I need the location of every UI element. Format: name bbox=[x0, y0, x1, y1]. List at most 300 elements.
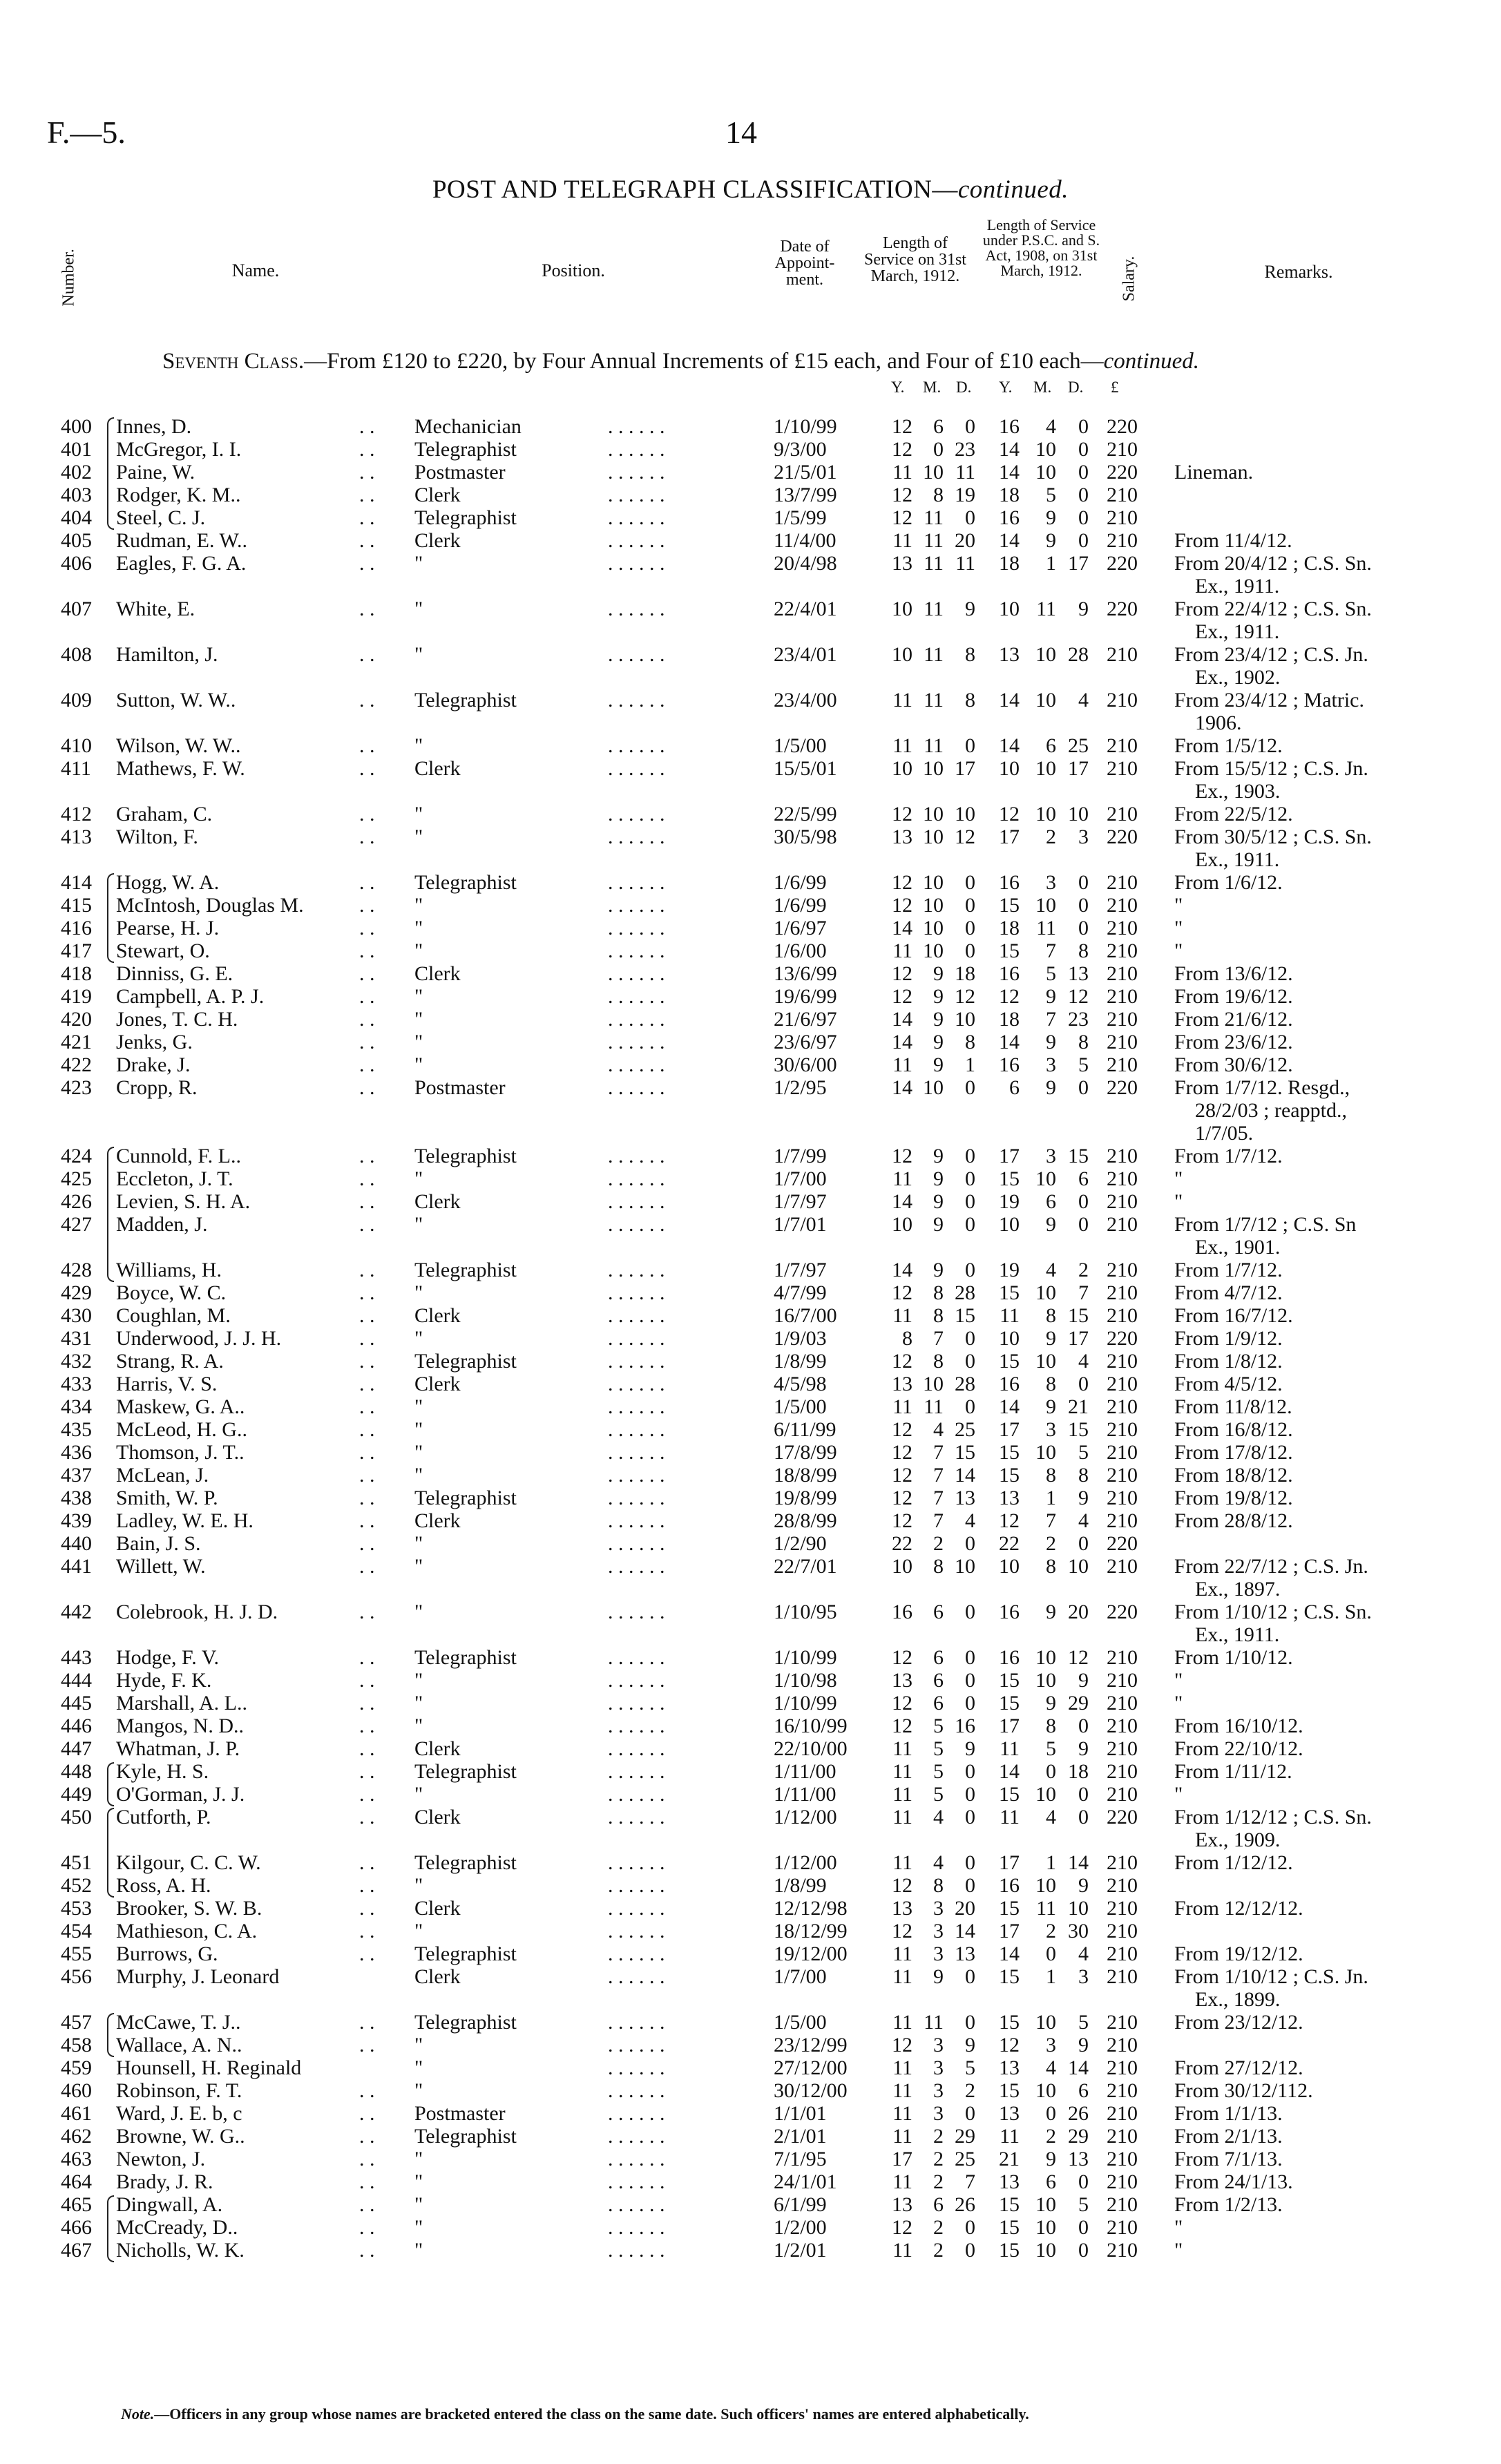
leader-dots: . . bbox=[359, 506, 375, 529]
row-number: 434 bbox=[61, 1395, 92, 1418]
row-service-days: 20 bbox=[955, 1897, 975, 1920]
row-psc-years: 15 bbox=[999, 2216, 1020, 2239]
row-psc-months: 10 bbox=[1035, 643, 1056, 666]
row-date: 1/10/99 bbox=[774, 1692, 837, 1715]
row-service-months: 8 bbox=[933, 1350, 944, 1373]
row-service-months: 5 bbox=[933, 1737, 944, 1760]
row-salary: 210 bbox=[1107, 1350, 1138, 1373]
leader-dots: . . bbox=[359, 985, 375, 1008]
table-row bbox=[0, 1350, 1501, 1373]
row-service-years: 12 bbox=[892, 985, 912, 1008]
leader-dots: . . . . . . bbox=[608, 1692, 665, 1715]
table-row bbox=[0, 917, 1501, 939]
row-position: " bbox=[414, 1031, 423, 1053]
row-salary: 210 bbox=[1107, 529, 1138, 552]
leader-dots: . . . . . . bbox=[608, 1259, 665, 1281]
row-psc-days: 0 bbox=[1078, 1213, 1089, 1236]
unit-months-psc: M. bbox=[1033, 379, 1052, 396]
row-psc-years: 12 bbox=[999, 985, 1020, 1008]
row-date: 1/11/00 bbox=[774, 1783, 836, 1806]
leader-dots: . . . . . . bbox=[608, 689, 665, 711]
row-salary: 210 bbox=[1107, 1464, 1138, 1487]
row-remarks: From 23/4/12 ; Matric. bbox=[1174, 689, 1364, 711]
row-name: Eagles, F. G. A. bbox=[116, 552, 247, 575]
row-position: Telegraphist bbox=[414, 1145, 517, 1167]
table-row bbox=[0, 1783, 1501, 1806]
row-service-months: 7 bbox=[933, 1464, 944, 1487]
row-salary: 220 bbox=[1107, 1076, 1138, 1099]
row-salary: 210 bbox=[1107, 689, 1138, 711]
row-psc-months: 10 bbox=[1035, 1441, 1056, 1464]
row-psc-months: 10 bbox=[1035, 1167, 1056, 1190]
row-psc-months: 10 bbox=[1035, 2011, 1056, 2034]
row-service-days: 0 bbox=[965, 1167, 975, 1190]
row-date: 19/8/99 bbox=[774, 1487, 837, 1509]
row-psc-years: 19 bbox=[999, 1259, 1020, 1281]
row-position: " bbox=[414, 1783, 423, 1806]
group-bracket bbox=[107, 2195, 114, 2262]
remarks-continuation bbox=[0, 1988, 1501, 2011]
row-remarks: " bbox=[1174, 1669, 1183, 1692]
row-name: Nicholls, W. K. bbox=[116, 2239, 245, 2262]
row-service-years: 12 bbox=[892, 1874, 912, 1897]
row-psc-days: 13 bbox=[1068, 962, 1089, 985]
row-service-months: 2 bbox=[933, 2239, 944, 2262]
row-position: Telegraphist bbox=[414, 2011, 517, 2034]
row-salary: 210 bbox=[1107, 1509, 1138, 1532]
row-remarks: From 22/5/12. bbox=[1174, 803, 1293, 825]
row-psc-years: 14 bbox=[999, 461, 1020, 484]
row-name: Brady, J. R. bbox=[116, 2170, 213, 2193]
row-salary: 220 bbox=[1107, 598, 1138, 620]
row-date: 11/4/00 bbox=[774, 529, 836, 552]
row-date: 27/12/00 bbox=[774, 2056, 848, 2079]
leader-dots: . . . . . . bbox=[608, 1053, 665, 1076]
row-date: 1/6/99 bbox=[774, 871, 827, 894]
row-salary: 210 bbox=[1107, 962, 1138, 985]
row-remarks: From 1/7/12. Resgd., bbox=[1174, 1076, 1350, 1099]
row-name: McCawe, T. J.. bbox=[116, 2011, 241, 2034]
row-remarks: From 1/6/12. bbox=[1174, 871, 1283, 894]
row-date: 4/5/98 bbox=[774, 1373, 827, 1395]
row-service-years: 11 bbox=[892, 1167, 912, 1190]
row-service-days: 0 bbox=[965, 1760, 975, 1783]
row-date: 13/7/99 bbox=[774, 484, 837, 506]
row-service-days: 0 bbox=[965, 415, 975, 438]
row-salary: 210 bbox=[1107, 1851, 1138, 1874]
group-bracket bbox=[107, 873, 114, 963]
row-psc-months: 10 bbox=[1035, 757, 1056, 780]
row-date: 1/5/00 bbox=[774, 2011, 827, 2034]
row-name: Sutton, W. W.. bbox=[116, 689, 236, 711]
row-psc-years: 13 bbox=[999, 643, 1020, 666]
row-service-years: 11 bbox=[892, 1806, 912, 1828]
row-date: 22/10/00 bbox=[774, 1737, 848, 1760]
row-service-years: 14 bbox=[892, 1076, 912, 1099]
row-psc-years: 17 bbox=[999, 1715, 1020, 1737]
row-psc-months: 5 bbox=[1046, 484, 1056, 506]
leader-dots: . . bbox=[359, 917, 375, 939]
row-service-days: 0 bbox=[965, 1692, 975, 1715]
row-salary: 210 bbox=[1107, 2034, 1138, 2056]
row-salary: 220 bbox=[1107, 1601, 1138, 1623]
row-service-days: 0 bbox=[965, 2011, 975, 2034]
row-service-days: 9 bbox=[965, 1737, 975, 1760]
row-number: 440 bbox=[61, 1532, 92, 1555]
row-psc-months: 3 bbox=[1046, 2034, 1056, 2056]
row-number: 462 bbox=[61, 2125, 92, 2148]
row-psc-days: 4 bbox=[1078, 1942, 1089, 1965]
row-psc-years: 13 bbox=[999, 2102, 1020, 2125]
remarks-continuation bbox=[0, 848, 1501, 871]
row-date: 19/6/99 bbox=[774, 985, 837, 1008]
row-psc-days: 0 bbox=[1078, 1783, 1089, 1806]
row-remarks: From 16/10/12. bbox=[1174, 1715, 1303, 1737]
row-name: Thomson, J. T.. bbox=[116, 1441, 245, 1464]
row-name: Willett, W. bbox=[116, 1555, 206, 1578]
row-salary: 210 bbox=[1107, 1555, 1138, 1578]
column-header-position: Position. bbox=[542, 260, 605, 280]
row-service-days: 20 bbox=[955, 529, 975, 552]
row-psc-months: 9 bbox=[1046, 1692, 1056, 1715]
row-psc-months: 10 bbox=[1035, 2216, 1056, 2239]
row-service-years: 8 bbox=[902, 1327, 912, 1350]
leader-dots: . . bbox=[359, 1783, 375, 1806]
row-number: 421 bbox=[61, 1031, 92, 1053]
row-number: 429 bbox=[61, 1281, 92, 1304]
row-psc-years: 15 bbox=[999, 2239, 1020, 2262]
row-date: 1/12/00 bbox=[774, 1851, 837, 1874]
row-remarks: From 13/6/12. bbox=[1174, 962, 1293, 985]
row-date: 23/4/00 bbox=[774, 689, 837, 711]
row-psc-months: 1 bbox=[1046, 1965, 1056, 1988]
row-position: " bbox=[414, 1920, 423, 1942]
row-service-days: 0 bbox=[965, 2102, 975, 2125]
row-service-years: 12 bbox=[892, 1715, 912, 1737]
row-position: Telegraphist bbox=[414, 689, 517, 711]
row-date: 30/6/00 bbox=[774, 1053, 837, 1076]
row-service-years: 12 bbox=[892, 438, 912, 461]
row-position: Clerk bbox=[414, 1806, 461, 1828]
row-service-years: 11 bbox=[892, 2079, 912, 2102]
row-service-months: 9 bbox=[933, 1145, 944, 1167]
row-service-days: 12 bbox=[955, 985, 975, 1008]
row-psc-months: 4 bbox=[1046, 2056, 1056, 2079]
row-position: Clerk bbox=[414, 1897, 461, 1920]
row-salary: 210 bbox=[1107, 2011, 1138, 2034]
row-psc-months: 4 bbox=[1046, 1259, 1056, 1281]
row-service-months: 3 bbox=[933, 2056, 944, 2079]
row-number: 437 bbox=[61, 1464, 92, 1487]
row-psc-days: 0 bbox=[1078, 2170, 1089, 2193]
row-position: " bbox=[414, 1532, 423, 1555]
row-psc-months: 4 bbox=[1046, 1806, 1056, 1828]
table-row bbox=[0, 415, 1501, 438]
leader-dots: . . bbox=[359, 1281, 375, 1304]
row-remarks: From 1/12/12 ; C.S. Sn. bbox=[1174, 1806, 1372, 1828]
row-remarks: From 21/6/12. bbox=[1174, 1008, 1293, 1031]
row-name: Marshall, A. L.. bbox=[116, 1692, 247, 1715]
row-service-years: 12 bbox=[892, 415, 912, 438]
unit-years: Y. bbox=[891, 379, 905, 396]
row-date: 17/8/99 bbox=[774, 1441, 837, 1464]
row-psc-years: 12 bbox=[999, 2034, 1020, 2056]
row-position: " bbox=[414, 803, 423, 825]
row-service-days: 7 bbox=[965, 2170, 975, 2193]
row-position: Telegraphist bbox=[414, 1487, 517, 1509]
document-id: F.—5. bbox=[47, 115, 126, 150]
row-number: 463 bbox=[61, 2148, 92, 2170]
row-psc-days: 29 bbox=[1068, 1692, 1089, 1715]
row-psc-years: 10 bbox=[999, 757, 1020, 780]
leader-dots: . . bbox=[359, 2239, 375, 2262]
row-psc-days: 5 bbox=[1078, 2193, 1089, 2216]
row-remarks-cont: Ex., 1911. bbox=[1195, 620, 1280, 643]
row-psc-days: 0 bbox=[1078, 917, 1089, 939]
row-psc-years: 11 bbox=[1000, 1737, 1020, 1760]
row-psc-months: 3 bbox=[1046, 1145, 1056, 1167]
row-number: 401 bbox=[61, 438, 92, 461]
row-service-days: 0 bbox=[965, 506, 975, 529]
row-psc-years: 10 bbox=[999, 1213, 1020, 1236]
row-number: 409 bbox=[61, 689, 92, 711]
row-remarks: From 1/10/12. bbox=[1174, 1646, 1293, 1669]
row-psc-years: 17 bbox=[999, 1418, 1020, 1441]
row-position: " bbox=[414, 1692, 423, 1715]
row-service-days: 0 bbox=[965, 2216, 975, 2239]
row-service-years: 12 bbox=[892, 962, 912, 985]
row-name: McCready, D.. bbox=[116, 2216, 238, 2239]
page-number: 14 bbox=[725, 115, 757, 150]
row-number: 423 bbox=[61, 1076, 92, 1099]
leader-dots: . . . . . . bbox=[608, 1920, 665, 1942]
row-date: 13/6/99 bbox=[774, 962, 837, 985]
row-remarks: From 11/8/12. bbox=[1174, 1395, 1292, 1418]
footnote bbox=[121, 2405, 1029, 2423]
row-service-years: 12 bbox=[892, 484, 912, 506]
row-psc-months: 0 bbox=[1046, 1942, 1056, 1965]
table-row bbox=[0, 1692, 1501, 1715]
row-salary: 210 bbox=[1107, 1259, 1138, 1281]
row-date: 1/7/97 bbox=[774, 1259, 827, 1281]
row-name: Williams, H. bbox=[116, 1259, 222, 1281]
row-number: 454 bbox=[61, 1920, 92, 1942]
row-name: O'Gorman, J. J. bbox=[116, 1783, 245, 1806]
column-header-length-psc: Length of Service under P.S.C. and S. Act, 1908, on 31st March, 1912. bbox=[982, 216, 1100, 279]
row-service-days: 12 bbox=[955, 825, 975, 848]
row-service-days: 4 bbox=[965, 1509, 975, 1532]
row-salary: 210 bbox=[1107, 1373, 1138, 1395]
row-number: 416 bbox=[61, 917, 92, 939]
row-service-years: 10 bbox=[892, 1555, 912, 1578]
remarks-continuation bbox=[0, 1099, 1501, 1122]
row-salary: 220 bbox=[1107, 825, 1138, 848]
row-date: 1/6/00 bbox=[774, 939, 827, 962]
row-service-days: 0 bbox=[965, 734, 975, 757]
row-service-days: 0 bbox=[965, 1965, 975, 1988]
row-service-years: 12 bbox=[892, 1464, 912, 1487]
row-remarks: " bbox=[1174, 1167, 1183, 1190]
row-date: 1/7/01 bbox=[774, 1213, 827, 1236]
row-psc-days: 0 bbox=[1078, 1532, 1089, 1555]
row-salary: 210 bbox=[1107, 1942, 1138, 1965]
row-remarks: From 16/7/12. bbox=[1174, 1304, 1293, 1327]
row-name: Ward, J. E. b, c bbox=[116, 2102, 242, 2125]
row-psc-months: 1 bbox=[1046, 1851, 1056, 1874]
leader-dots: . . bbox=[359, 1053, 375, 1076]
row-date: 1/8/99 bbox=[774, 1874, 827, 1897]
leader-dots: . . . . . . bbox=[608, 1167, 665, 1190]
leader-dots: . . . . . . bbox=[608, 894, 665, 917]
leader-dots: . . . . . . bbox=[608, 985, 665, 1008]
row-number: 426 bbox=[61, 1190, 92, 1213]
row-remarks-cont: Ex., 1899. bbox=[1195, 1988, 1281, 2011]
row-number: 413 bbox=[61, 825, 92, 848]
table-row bbox=[0, 1601, 1501, 1623]
row-remarks: From 24/1/13. bbox=[1174, 2170, 1293, 2193]
row-salary: 210 bbox=[1107, 1646, 1138, 1669]
row-position: " bbox=[414, 1464, 423, 1487]
leader-dots: . . . . . . bbox=[608, 1601, 665, 1623]
leader-dots: . . bbox=[359, 598, 375, 620]
row-psc-days: 21 bbox=[1068, 1395, 1089, 1418]
row-service-days: 0 bbox=[965, 1646, 975, 1669]
row-number: 460 bbox=[61, 2079, 92, 2102]
row-psc-months: 6 bbox=[1046, 734, 1056, 757]
row-salary: 210 bbox=[1107, 2125, 1138, 2148]
table-row bbox=[0, 1304, 1501, 1327]
row-psc-days: 0 bbox=[1078, 438, 1089, 461]
row-name: Campbell, A. P. J. bbox=[116, 985, 265, 1008]
row-psc-months: 8 bbox=[1046, 1555, 1056, 1578]
table-row bbox=[0, 962, 1501, 985]
remarks-continuation bbox=[0, 780, 1501, 803]
row-psc-months: 11 bbox=[1036, 1897, 1056, 1920]
row-psc-months: 2 bbox=[1046, 825, 1056, 848]
row-psc-years: 13 bbox=[999, 2056, 1020, 2079]
row-position: " bbox=[414, 1555, 423, 1578]
row-service-months: 5 bbox=[933, 1760, 944, 1783]
row-psc-months: 10 bbox=[1035, 461, 1056, 484]
row-name: Cunnold, F. L.. bbox=[116, 1145, 241, 1167]
row-psc-months: 3 bbox=[1046, 871, 1056, 894]
row-psc-days: 12 bbox=[1068, 985, 1089, 1008]
row-date: 6/11/99 bbox=[774, 1418, 836, 1441]
row-remarks: From 30/6/12. bbox=[1174, 1053, 1293, 1076]
row-psc-months: 11 bbox=[1036, 917, 1056, 939]
row-service-years: 11 bbox=[892, 1942, 912, 1965]
row-name: Wilson, W. W.. bbox=[116, 734, 241, 757]
leader-dots: . . . . . . bbox=[608, 1646, 665, 1669]
table-row bbox=[0, 1259, 1501, 1281]
leader-dots: . . . . . . bbox=[608, 2239, 665, 2262]
row-name: Hyde, F. K. bbox=[116, 1669, 212, 1692]
table-row bbox=[0, 1076, 1501, 1099]
title-main: POST AND TELEGRAPH CLASSIFICATION— bbox=[432, 175, 958, 204]
row-date: 19/12/00 bbox=[774, 1942, 848, 1965]
row-service-months: 4 bbox=[933, 1418, 944, 1441]
row-number: 427 bbox=[61, 1213, 92, 1236]
row-salary: 210 bbox=[1107, 1715, 1138, 1737]
row-psc-years: 16 bbox=[999, 871, 1020, 894]
row-name: McGregor, I. I. bbox=[116, 438, 242, 461]
row-number: 450 bbox=[61, 1806, 92, 1828]
leader-dots: . . . . . . bbox=[608, 2102, 665, 2125]
row-salary: 210 bbox=[1107, 985, 1138, 1008]
table-row bbox=[0, 2011, 1501, 2034]
leader-dots: . . . . . . bbox=[608, 1350, 665, 1373]
row-psc-years: 15 bbox=[999, 1965, 1020, 1988]
row-service-days: 0 bbox=[965, 917, 975, 939]
row-psc-years: 15 bbox=[999, 2193, 1020, 2216]
row-psc-years: 12 bbox=[999, 1509, 1020, 1532]
row-service-days: 0 bbox=[965, 1669, 975, 1692]
row-psc-days: 5 bbox=[1078, 2011, 1089, 2034]
row-position: Clerk bbox=[414, 962, 461, 985]
row-position: Clerk bbox=[414, 1509, 461, 1532]
row-service-years: 12 bbox=[892, 1920, 912, 1942]
row-service-months: 10 bbox=[923, 803, 944, 825]
row-position: " bbox=[414, 2216, 423, 2239]
group-bracket bbox=[107, 417, 114, 530]
table-row bbox=[0, 2148, 1501, 2170]
row-position: " bbox=[414, 552, 423, 575]
row-service-months: 7 bbox=[933, 1487, 944, 1509]
row-service-days: 8 bbox=[965, 689, 975, 711]
row-position: " bbox=[414, 2148, 423, 2170]
row-name: Harris, V. S. bbox=[116, 1373, 218, 1395]
row-psc-months: 9 bbox=[1046, 506, 1056, 529]
row-psc-years: 15 bbox=[999, 894, 1020, 917]
row-name: Wilton, F. bbox=[116, 825, 198, 848]
row-psc-months: 5 bbox=[1046, 1737, 1056, 1760]
row-name: Hamilton, J. bbox=[116, 643, 218, 666]
unit-months: M. bbox=[923, 379, 941, 396]
row-number: 408 bbox=[61, 643, 92, 666]
leader-dots: . . . . . . bbox=[608, 1487, 665, 1509]
row-service-months: 2 bbox=[933, 2170, 944, 2193]
row-date: 23/4/01 bbox=[774, 643, 837, 666]
row-remarks: " bbox=[1174, 1190, 1183, 1213]
row-position: Telegraphist bbox=[414, 871, 517, 894]
row-service-months: 3 bbox=[933, 2034, 944, 2056]
row-position: " bbox=[414, 2239, 423, 2262]
row-psc-months: 7 bbox=[1046, 1008, 1056, 1031]
row-date: 1/12/00 bbox=[774, 1806, 837, 1828]
row-salary: 210 bbox=[1107, 2193, 1138, 2216]
row-name: Hogg, W. A. bbox=[116, 871, 220, 894]
row-psc-days: 10 bbox=[1068, 1555, 1089, 1578]
row-psc-days: 9 bbox=[1078, 2034, 1089, 2056]
row-psc-years: 18 bbox=[999, 484, 1020, 506]
row-position: " bbox=[414, 1441, 423, 1464]
row-date: 1/5/00 bbox=[774, 734, 827, 757]
row-date: 22/5/99 bbox=[774, 803, 837, 825]
row-psc-days: 3 bbox=[1078, 1965, 1089, 1988]
row-date: 1/6/97 bbox=[774, 917, 827, 939]
leader-dots: . . bbox=[359, 1851, 375, 1874]
leader-dots: . . . . . . bbox=[608, 461, 665, 484]
row-name: Boyce, W. C. bbox=[116, 1281, 227, 1304]
row-service-months: 3 bbox=[933, 1942, 944, 1965]
table-row bbox=[0, 1669, 1501, 1692]
row-remarks-cont: Ex., 1911. bbox=[1195, 1623, 1280, 1646]
row-name: McLeod, H. G.. bbox=[116, 1418, 247, 1441]
leader-dots: . . . . . . bbox=[608, 1806, 665, 1828]
row-name: Robinson, F. T. bbox=[116, 2079, 242, 2102]
row-service-years: 12 bbox=[892, 2216, 912, 2239]
row-psc-years: 17 bbox=[999, 825, 1020, 848]
